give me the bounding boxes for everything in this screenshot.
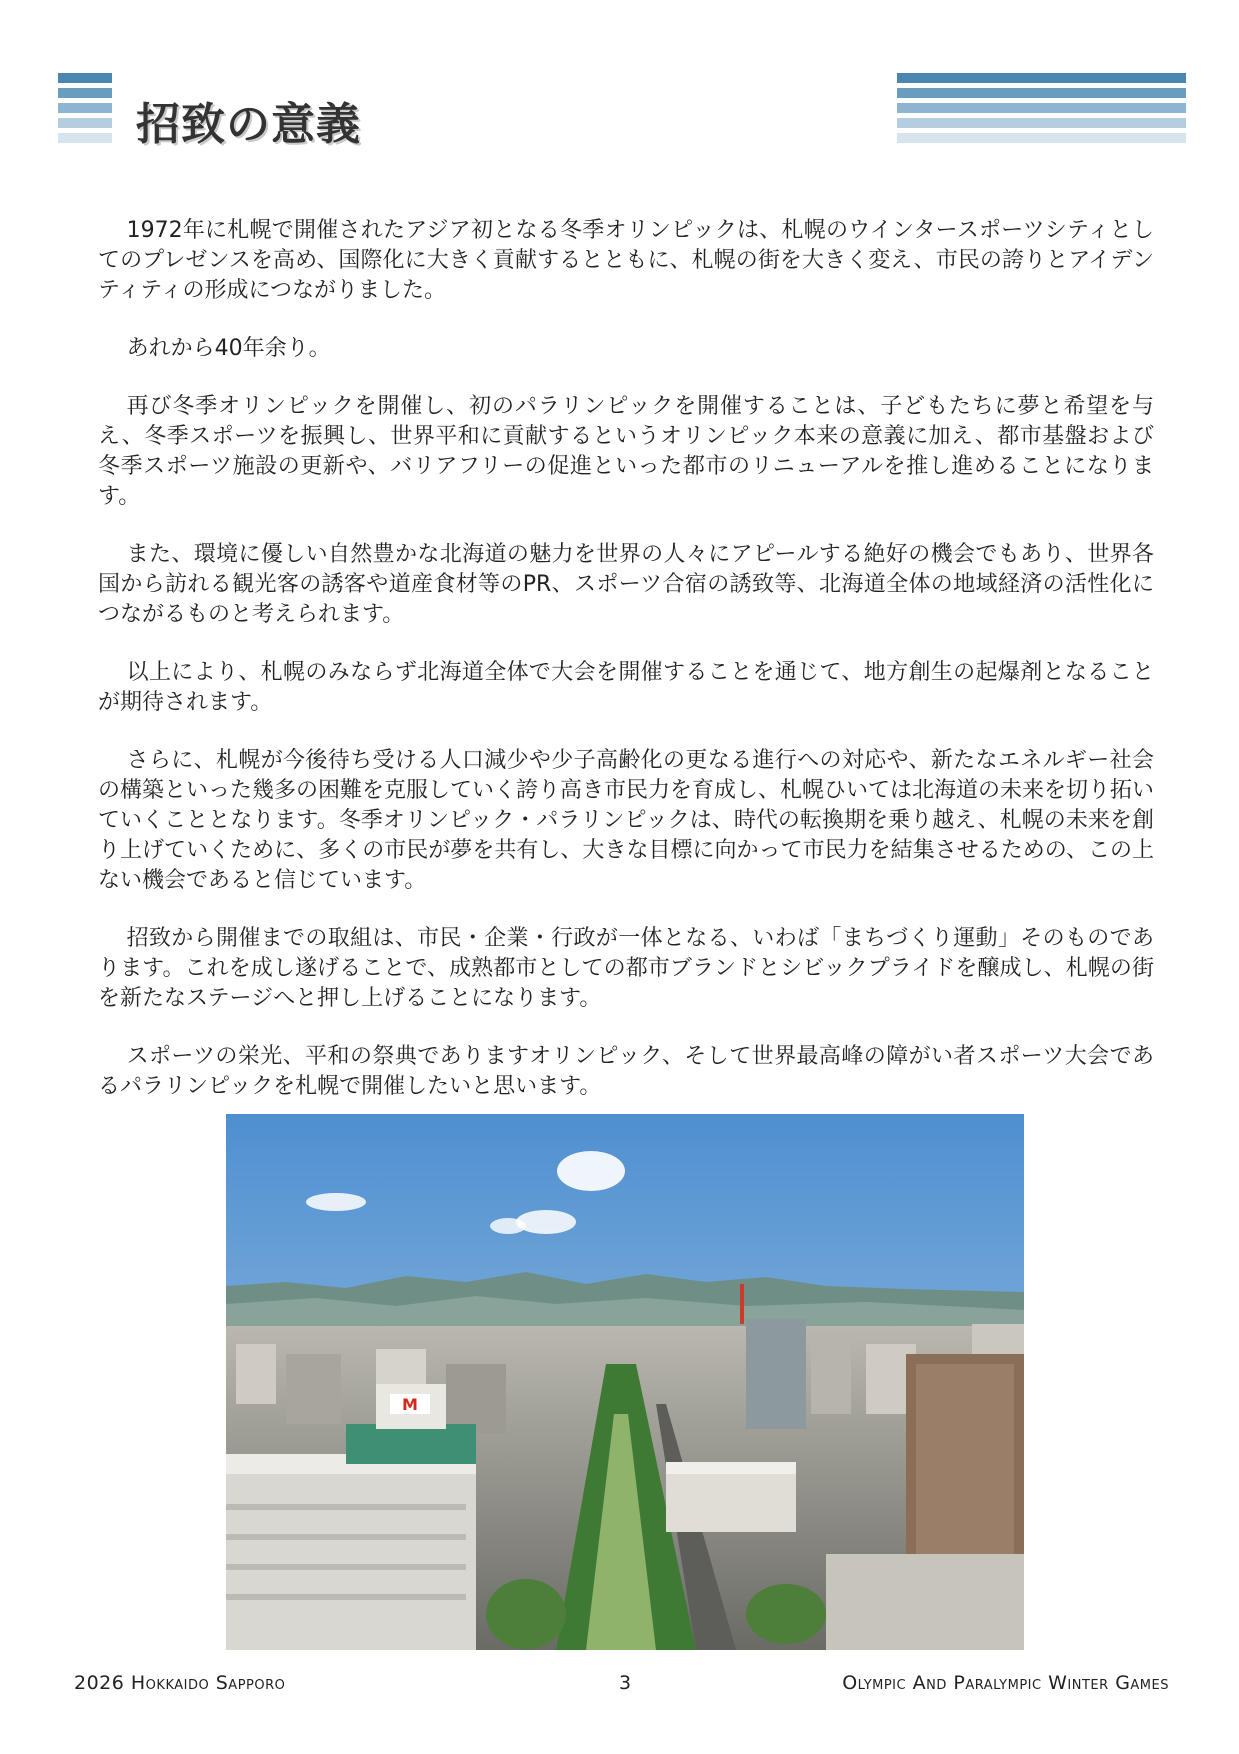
- paragraph-2: あれから40年余り。: [126, 336, 331, 361]
- paragraph-5: 以上により、札幌のみならず北海道全体で大会を開催することを通じて、地方創生の起爆剤となることが期待されます。: [98, 660, 1154, 715]
- header-stripes-left: [58, 73, 112, 148]
- page-number: 3: [618, 1672, 632, 1694]
- header-stripes-right: [897, 73, 1186, 148]
- footer-left-title: 2026 Hokkaido Sapporo: [74, 1672, 286, 1694]
- footer-right-title: Olympic And Paralympic Winter Games: [842, 1672, 1169, 1694]
- paragraph-8: スポーツの栄光、平和の祭典でありますオリンピック、そして世界最高峰の障がい者スポーツ大会であるパラリンピックを札幌で開催したいと思います。: [98, 1044, 1154, 1099]
- department-store-logo-icon: M: [402, 1395, 418, 1414]
- body-text: [98, 216, 1154, 1130]
- page-title: 招致の意義: [136, 99, 361, 150]
- paragraph-4: また、環境に優しい自然豊かな北海道の魅力を世界の人々にアピールする絶好の機会でもあり、世界各国から訪れる観光客の誘客や道産食材等のPR、スポーツ合宿の誘致等、北海道全体の地域経済の活性化につながるものと考えられます。: [98, 542, 1154, 627]
- paragraph-7: 招致から開催までの取組は、市民・企業・行政が一体となる、いわば「まちづくり運動」そのものであります。これを成し遂げることで、成熟都市としての都市ブランドとシビックプライドを醸成し、札幌の街を新たなステージへと押し上げることになります。: [98, 926, 1154, 1011]
- sapporo-city-photo: [226, 1114, 1024, 1650]
- paragraph-3: 再び冬季オリンピックを開催し、初のパラリンピックを開催することは、子どもたちに夢と希望を与え、冬季スポーツを振興し、世界平和に貢献するというオリンピック本来の意義に加え、都市基盤および冬季スポーツ施設の更新や、バリアフリーの促進といった都市のリニューアルを推し進めることになります。: [98, 394, 1154, 509]
- page-footer: [0, 1672, 1239, 1702]
- paragraph-1: 1972年に札幌で開催されたアジア初となる冬季オリンピックは、札幌のウインタースポーツシティとしてのプレゼンスを高め、国際化に大きく貢献するとともに、札幌の街を大きく変え、市民の誇りとアイデンティティの形成につながりました。: [98, 218, 1154, 303]
- paragraph-6: さらに、札幌が今後待ち受ける人口減少や少子高齢化の更なる進行への対応や、新たなエネルギー社会の構築といった幾多の困難を克服していく誇り高き市民力を育成し、札幌ひいては北海道の未来を切り拓いていくこととなります。冬季オリンピック・パラリンピックは、時代の転換期を乗り越え、札幌の未来を創り上げていくために、多くの市民が夢を共有し、大きな目標に向かって市民力を結集させるための、この上ない機会であると信じています。: [98, 748, 1155, 893]
